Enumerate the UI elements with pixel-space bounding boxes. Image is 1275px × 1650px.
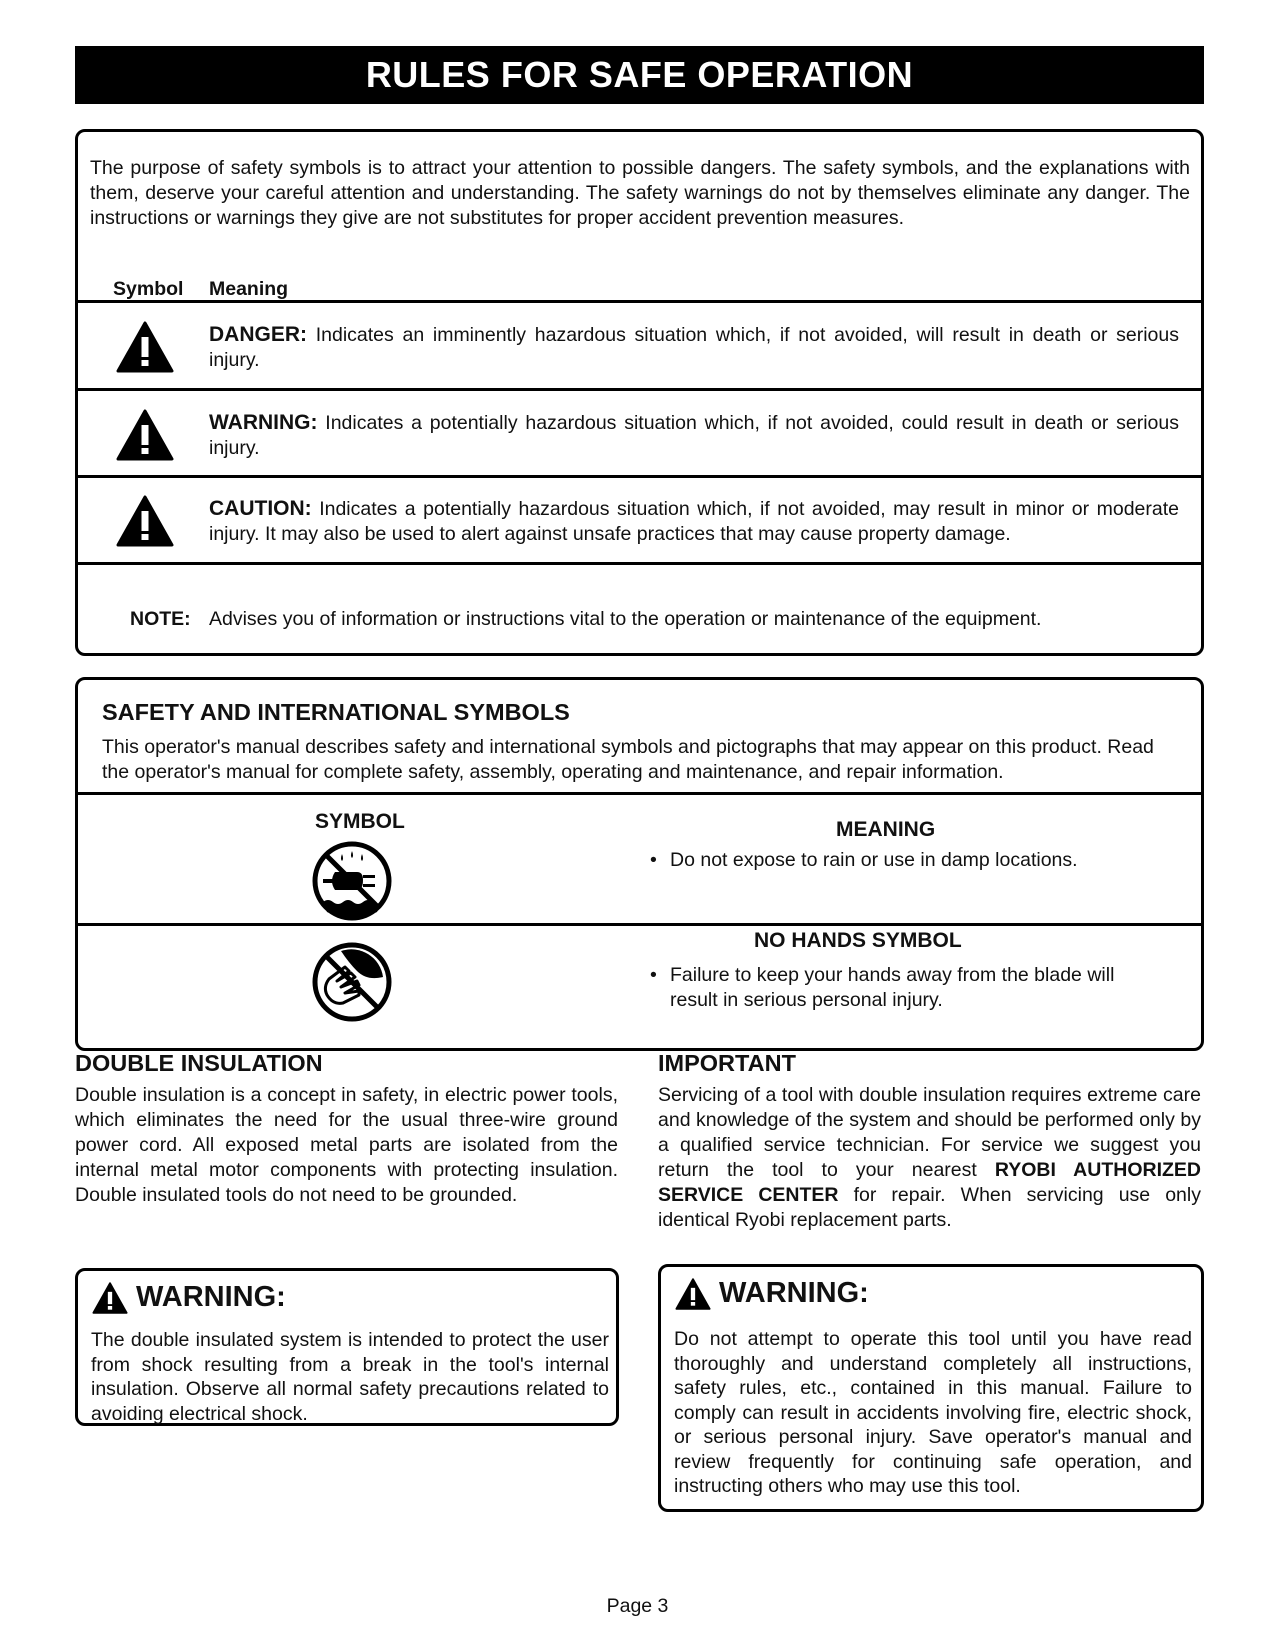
- danger-label: DANGER:: [209, 323, 307, 346]
- divider: [78, 300, 1201, 303]
- divider: [78, 475, 1201, 478]
- page-title: RULES FOR SAFE OPERATION: [75, 46, 1204, 104]
- rain-meaning-text: Do not expose to rain or use in damp locations.: [670, 849, 1078, 871]
- warning-heading: [675, 1277, 869, 1310]
- international-symbols-box: [75, 677, 1204, 1051]
- list-item: [650, 848, 1078, 873]
- no-hands-icon: [311, 941, 393, 1023]
- symbol-column-header: SYMBOL: [315, 810, 405, 833]
- warning-triangle-icon: [92, 1282, 128, 1314]
- warning-title: WARNING:: [719, 1277, 869, 1309]
- danger-text: Indicates an imminently hazardous situation which, if not avoided, will result in death or serious injury.: [209, 324, 1180, 371]
- important-title: IMPORTANT: [658, 1050, 796, 1076]
- bullet: •: [650, 849, 657, 871]
- meaning-column-header: MEANING: [836, 818, 936, 841]
- divider: [78, 923, 1201, 926]
- divider: [78, 388, 1201, 391]
- warning-heading: [92, 1281, 286, 1314]
- warning-triangle-icon: [675, 1278, 711, 1310]
- danger-definition: [209, 322, 1179, 373]
- double-insulation-warning-text: The double insulated system is intended to protect the user from shock resulting from a break in the tool's internal insulation. Observe all normal safety precautions related to avoiding electrical shock.: [91, 1329, 609, 1425]
- caution-definition: [209, 496, 1179, 547]
- note-text: Advises you of information or instructions vital to the operation or maintenance of the equipment.: [209, 608, 1042, 630]
- warning-definition: [209, 410, 1179, 461]
- page-number: Page 3: [606, 1595, 669, 1617]
- warning-title: WARNING:: [136, 1281, 286, 1313]
- warning-triangle-icon: [116, 409, 174, 461]
- double-insulation-warning-box: [75, 1268, 619, 1426]
- important-body-text-end: for repair. When servicing use only identical Ryobi replacement parts.: [658, 1184, 1201, 1231]
- ryobi-service-center: RYOBI AUTHORIZED SERVICE CENTER: [658, 1159, 1201, 1206]
- no-hands-symbol-title: NO HANDS SYMBOL: [754, 929, 962, 952]
- meaning-column-header: Meaning: [209, 278, 289, 300]
- double-insulation-title: DOUBLE INSULATION: [75, 1050, 323, 1076]
- double-insulation-body: Double insulation is a concept in safety, in electric power tools, which eliminates the need for the usual three-wire ground power cord. All exposed metal parts are isolated from the internal metal motor components with protecting insulation. Double insulated tools do not need to be grounded.: [75, 1084, 618, 1206]
- no-hands-meaning-text: Failure to keep your hands away from the blade will result in serious personal injury.: [670, 964, 1115, 1011]
- international-symbols-title: SAFETY AND INTERNATIONAL SYMBOLS: [102, 699, 570, 725]
- important-body-text: Servicing of a tool with double insulation requires extreme care and knowledge of the system and should be performed only by a qualified service technician. For service we suggest you return the tool to your nearest: [658, 1084, 1201, 1181]
- operation-warning-box: [658, 1264, 1204, 1512]
- danger-warning-triangle-icon: [116, 321, 174, 373]
- caution-triangle-icon: [116, 495, 174, 547]
- warning-text: Indicates a potentially hazardous situation which, if not avoided, could result in death or serious injury.: [209, 412, 1180, 459]
- safety-symbols-box: [75, 129, 1204, 656]
- important-body: [658, 1083, 1201, 1233]
- caution-label: CAUTION:: [209, 497, 312, 520]
- symbols-intro: The purpose of safety symbols is to attract your attention to possible dangers. The safety symbols, and the explanations with them, deserve your careful attention and understanding. The safety warnings do not by themselves eliminate any danger. The instructions or warnings they give are not substitutes for proper accident prevention measures.: [90, 157, 1190, 229]
- bullet: •: [650, 964, 657, 986]
- divider: [78, 792, 1201, 795]
- note-label: NOTE:: [130, 608, 191, 630]
- list-item: [650, 963, 1120, 1013]
- divider: [78, 562, 1201, 565]
- warning-label: WARNING:: [209, 411, 318, 434]
- symbol-column-header: Symbol: [113, 278, 184, 300]
- operation-warning-text: Do not attempt to operate this tool until you have read thoroughly and understand completely all instructions, safety rules, etc., contained in this manual. Failure to comply can result in accidents involving fire, electric shock, or serious personal injury. Save operator's manual and review frequently for continuing safe operation, and instructing others who may use this tool.: [674, 1328, 1192, 1497]
- no-rain-damp-icon: [311, 840, 393, 922]
- international-symbols-intro: This operator's manual describes safety and international symbols and pictographs that may appear on this product. Read the operator's manual for complete safety, assembly, operating and maintenance, and repair information.: [102, 736, 1154, 783]
- caution-text: Indicates a potentially hazardous situation which, if not avoided, may result in minor or moderate injury. It may also be used to alert against unsafe practices that may cause property damage.: [209, 498, 1179, 545]
